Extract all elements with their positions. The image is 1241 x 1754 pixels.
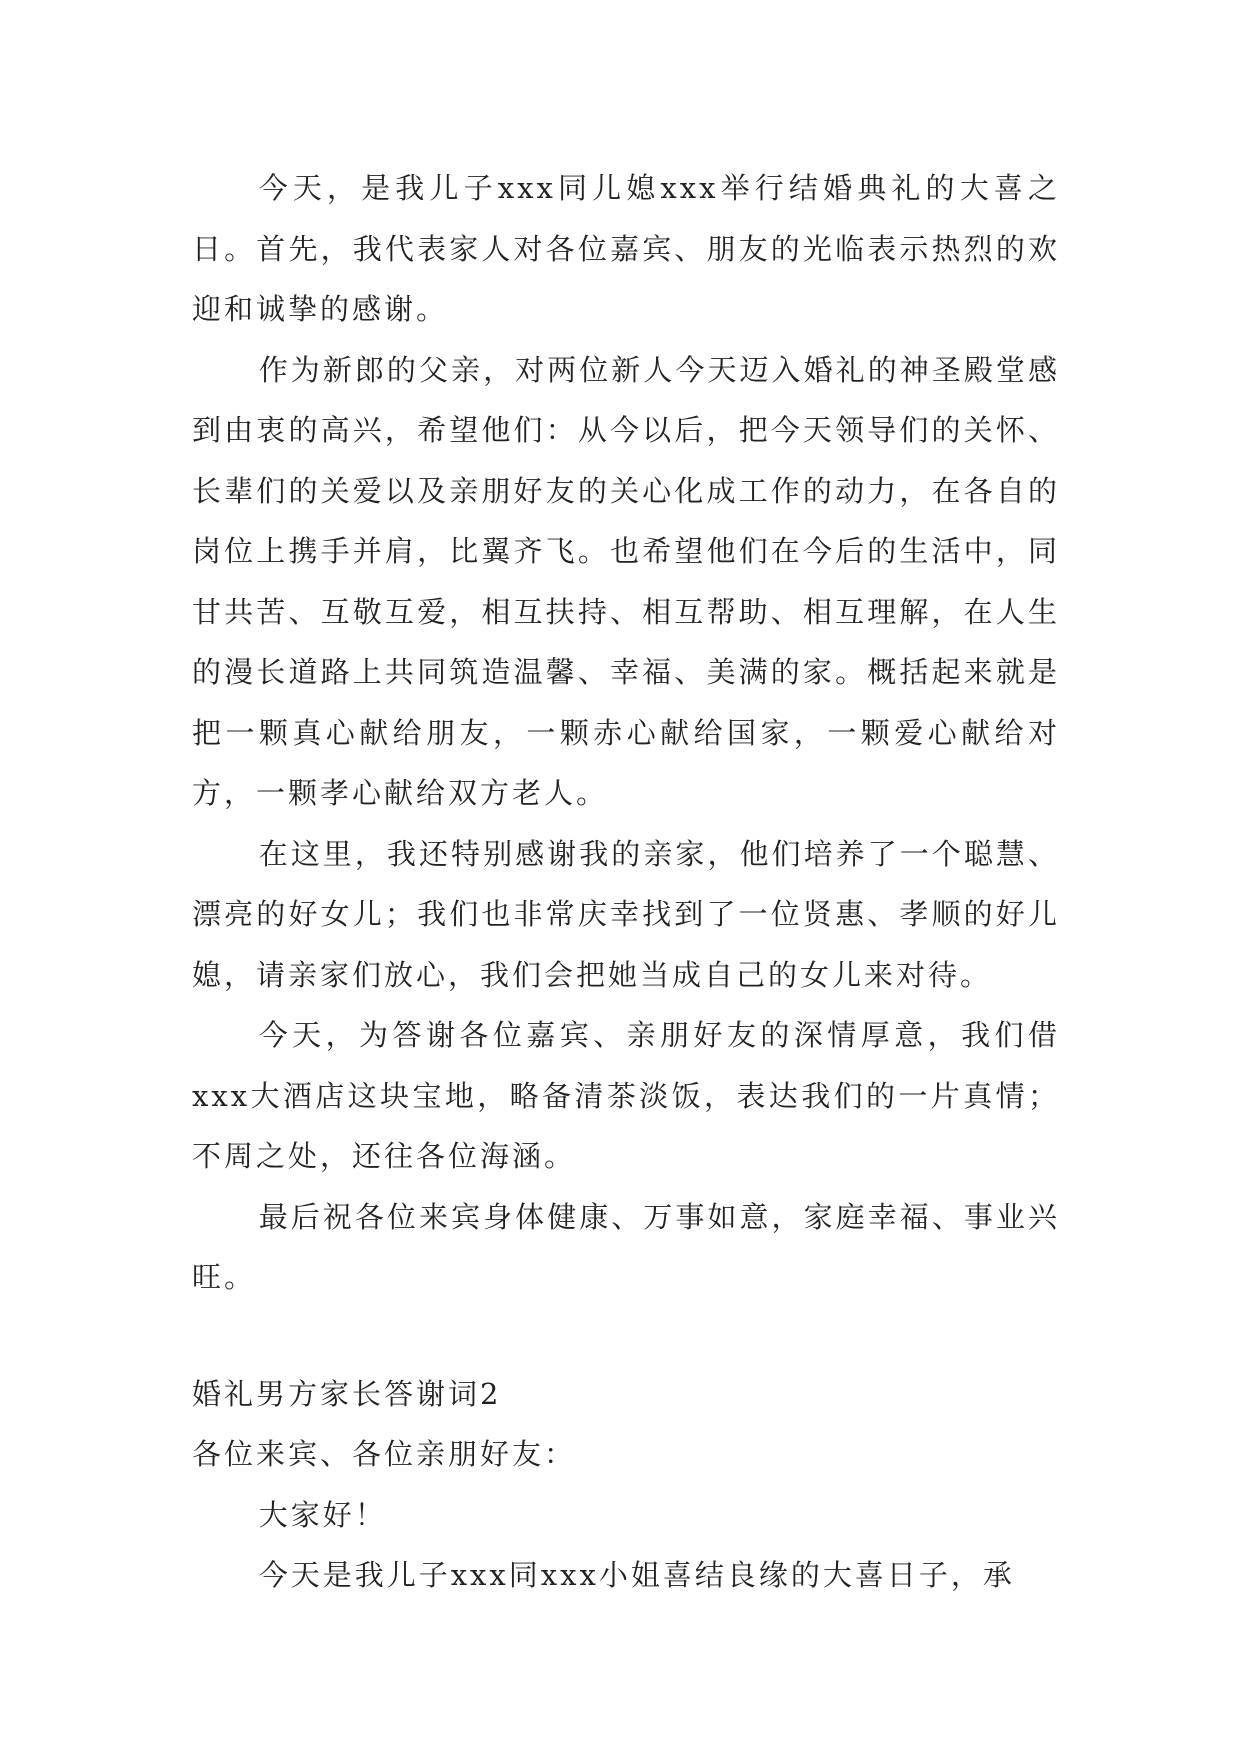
paragraph-3: 在这里，我还特别感谢我的亲家，他们培养了一个聪慧、漂亮的好女儿；我们也非常庆幸找到了一位贤惠、孝顺的好儿媳，请亲家们放心，我们会把她当成自己的女儿来对待。	[192, 836, 1060, 992]
section-gap	[192, 1308, 1060, 1364]
paragraph-2: 作为新郎的父亲，对两位新人今天迈入婚礼的神圣殿堂感到由衷的高兴，希望他们：从今以后，把今天领导们的关怀、长辈们的关爱以及亲朋好友的关心化成工作的动力，在各自的岗位上携手并肩，比翼齐飞。也希望他们在今后的生活中，同甘共苦、互敬互爱，相互扶持、相互帮助、相互理解，在人生的漫长道路上共同筑造温馨、幸福、美满的家。概括起来就是把一颗真心献给朋友，一颗赤心献给国家，一颗爱心献给对方，一颗孝心献给双方老人。	[192, 352, 1060, 810]
paragraph-4: 今天，为答谢各位嘉宾、亲朋好友的深情厚意，我们借xxx大酒店这块宝地，略备清茶淡饭，表达我们的一片真情；不周之处，还往各位海涵。	[192, 1018, 1060, 1173]
greeting: 大家好！	[258, 1497, 387, 1532]
paragraph-1: 今天，是我儿子xxx同儿媳xxx举行结婚典礼的大喜之日。首先，我代表家人对各位嘉宾、朋友的光临表示热烈的欢迎和诚挚的感谢。	[192, 171, 1060, 326]
opening-line: 今天是我儿子xxx同xxx小姐喜结良缘的大喜日子，承	[258, 1558, 1015, 1592]
salutation: 各位来宾、各位亲朋好友：	[192, 1437, 577, 1471]
document-page	[192, 158, 1060, 1606]
paragraph-5: 最后祝各位来宾身体健康、万事如意，家庭幸福、事业兴旺。	[192, 1199, 1060, 1294]
section-title: 婚礼男方家长答谢词2	[192, 1376, 502, 1411]
